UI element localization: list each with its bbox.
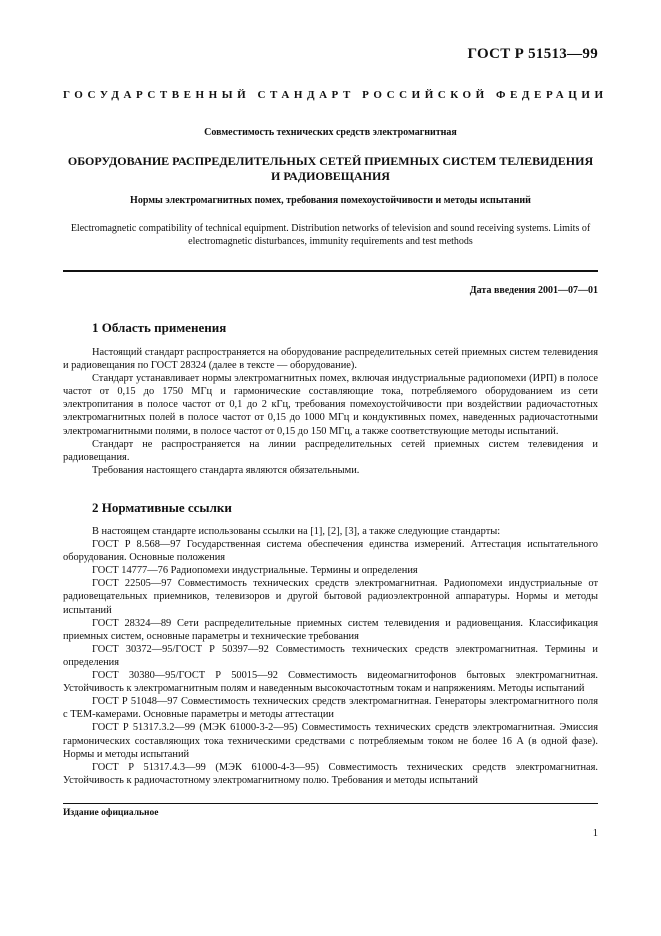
title-main-line1: ОБОРУДОВАНИЕ РАСПРЕДЕЛИТЕЛЬНЫХ СЕТЕЙ ПРИЕМНЫХ СИСТЕМ ТЕЛЕВИДЕНИЯ [67,154,594,168]
title-main [63,154,598,184]
reference-item: ГОСТ 22505—97 Совместимость технических средств электромагнитная. Радиопомехи индустриальные от радиовещательных приемников, телевизоров и другой бытовой радиоэлектронной аппаратуры. Нормы и методы испытаний [63,578,598,616]
reference-item: ГОСТ 14777—76 Радиопомехи индустриальные. Термины и определения [92,565,418,577]
title-subtitle: Нормы электромагнитных помех, требования помехоустойчивости и методы испытаний [130,195,531,206]
paragraph: В настоящем стандарте использованы ссылки на [1], [2], [3], а также следующие стандарты: [92,526,501,537]
page-number: 1 [592,828,598,839]
paragraph: Стандарт не распространяется на линии распределительных сетей приемных систем телевидения и радиовещания. [63,438,598,463]
title-main-line2: И РАДИОВЕЩАНИЯ [271,169,390,183]
title-english: Electromagnetic compatibility of technical equipment. Distribution networks of television and sound receiving systems. Limits of electromagnetic disturbances, immunity requirements and test methods [70,223,591,247]
paragraph: Стандарт устанавливает нормы электромагнитных помех, включая индустриальные радиопомехи (ИРП) в полосе частот от 0,15 до 1750 МГц и гармонические составляющие тока, потребляемого оборудованием из сети электропитания в полосе частот от 0,1 до 2 кГц, требования помехоустойчивости при воздействии радиочастотных электромагнитных полей в полосе частот от 0,15 до 1000 МГц и кондуктивных помех, наведенных радиочастотными электромагнитными полями, в полосе частот от 0,15 до 150 МГц, а также соответствующие методы испытаний. [63,373,598,437]
reference-item: ГОСТ Р 51048—97 Совместимость технических средств электромагнитная. Генераторы электромагнитного поля с ТЕМ-камерами. Основные параметры и методы аттестации [63,696,598,721]
official-edition-label: Издание официальное [63,808,159,818]
reference-item: ГОСТ Р 8.568—97 Государственная система обеспечения единства измерений. Аттестация испытательного оборудования. Основные положения [63,539,598,564]
paragraph: Требования настоящего стандарта являются обязательными. [92,464,360,476]
reference-item: ГОСТ Р 51317.4.3—99 (МЭК 61000-4-3—95) Совместимость технических средств электромагнитная. Устойчивость к радиочастотному электромагнитному полю. Требования и методы испытаний [63,761,598,786]
section-2-heading: 2 Нормативные ссылки [92,500,232,515]
section-2-body [63,525,598,787]
reference-item: ГОСТ 28324—89 Сети распределительные приемных систем телевидения и радиовещания. Классификация приемных систем, основные параметры и технические требования [63,617,598,642]
title-category: Совместимость технических средств электромагнитная [204,127,457,138]
section-1-heading: 1 Область применения [92,320,227,335]
reference-item: ГОСТ 30380—95/ГОСТ Р 50015—92 Совместимость видеомагнитофонов бытовых электромагнитная. Устойчивость к электромагнитным полям и наведенным высокочастотным токам и напряжениям. Методы испытаний [63,670,598,695]
standard-code: ГОСТ Р 51513—99 [467,46,598,62]
title-divider [63,270,598,272]
section-1-body [63,346,598,477]
paragraph: Настоящий стандарт распространяется на оборудование распределительных сетей приемных систем телевидения и радиовещания по ГОСТ 28324 (далее в тексте — оборудование). [63,347,598,372]
reference-item: ГОСТ 30372—95/ГОСТ Р 50397—92 Совместимость технических средств электромагнитная. Термины и определения [63,643,598,668]
footer-divider [63,803,598,804]
state-standard-heading: ГОСУДАРСТВЕННЫЙ СТАНДАРТ РОССИЙСКОЙ ФЕДЕРАЦИИ [63,89,608,101]
reference-item: ГОСТ Р 51317.3.2—99 (МЭК 61000-3-2—95) Совместимость технических средств электромагнитная. Эмиссия гармонических составляющих тока техническими средствами с потребляемым током не более 16 А (в одной фазе). Нормы и методы испытаний [63,722,598,760]
intro-date: Дата введения 2001—07—01 [469,285,598,296]
